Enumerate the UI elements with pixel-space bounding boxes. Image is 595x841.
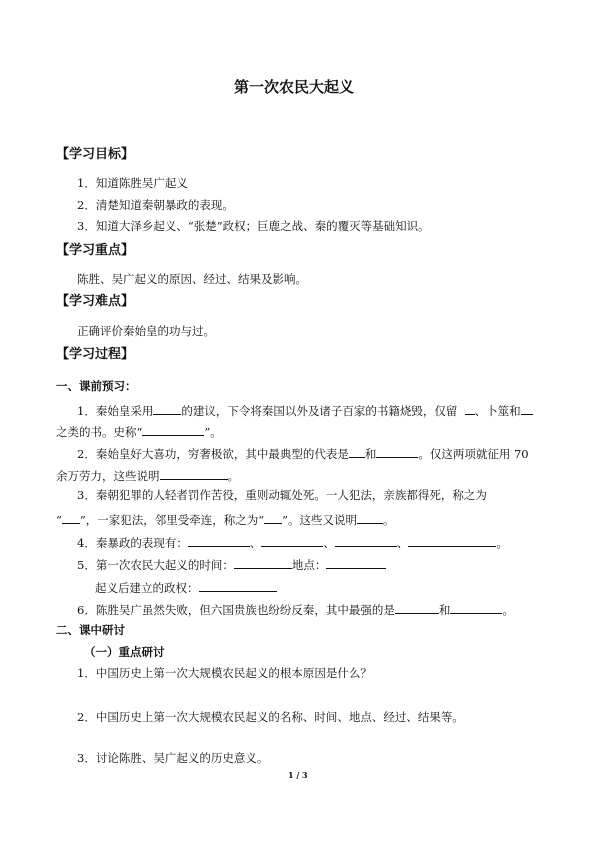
q1-text-b: 的建议，下令将秦国以外及诸子百家的书籍烧毁，仅留 xyxy=(181,404,458,418)
study-item: 2．中国历史上第一次大规模农民起义的名称、时间、地点、经过、结果等。 xyxy=(77,710,464,724)
study-item: 1．中国历史上第一次大规模农民起义的根本原因是什么？ xyxy=(77,666,372,680)
page-number: 1 / 3 xyxy=(288,770,308,780)
q5-text-a: 5．第一次农民大起义的时间： xyxy=(77,558,234,572)
process-heading: 【学习过程】 xyxy=(56,347,135,362)
q6-text-a: 6．陈胜吴广虽然失败，但六国贵族也纷纷反秦，其中最强的是 xyxy=(77,603,395,617)
fill-blank[interactable] xyxy=(357,512,383,524)
study-item: 3．讨论陈胜、吴广起义的历史意义。 xyxy=(77,751,269,765)
q3-text-d: ”。这些又说明 xyxy=(282,513,358,527)
fill-blank[interactable] xyxy=(160,468,228,480)
q1-text-d: 之类的书。史称“ xyxy=(56,425,143,439)
q6-text-b: 和 xyxy=(438,603,451,617)
q4-end: 。 xyxy=(496,536,508,550)
preview-q1-line1 xyxy=(77,403,533,418)
preview-q6 xyxy=(77,602,514,617)
q2-text-a: 2．秦始皇好大喜功，穷奢极欲，其中最典型的代表是 xyxy=(77,447,349,461)
objective-item: 3．知道大泽乡起义、“张楚”政权；巨鹿之战、秦的覆灭等基础知识。 xyxy=(77,219,430,233)
fill-blank[interactable] xyxy=(261,535,323,547)
q3-text-e: 。 xyxy=(383,513,395,527)
fill-blank[interactable] xyxy=(264,512,282,524)
q1-text-c: 、卜筮和 xyxy=(474,404,521,418)
fill-blank[interactable] xyxy=(376,446,418,458)
q3-text-c: ”，一家犯法，邻里受牵连，称之为“ xyxy=(79,513,265,527)
q4-text-a: 4．秦暴政的表现有： xyxy=(77,536,188,550)
separator: 、 xyxy=(323,536,335,550)
q2-text-b: 和 xyxy=(364,447,377,461)
objectives-heading: 【学习目标】 xyxy=(56,147,135,162)
separator: 、 xyxy=(396,536,409,550)
objective-item: 2．清楚知道秦朝暴政的表现。 xyxy=(77,198,234,212)
study-heading: 二、课中研讨 xyxy=(56,623,125,637)
q1-text-a: 1．秦始皇采用 xyxy=(77,404,154,418)
study-subheading: （一）重点研讨 xyxy=(84,645,165,659)
preview-q3-line1: 3．秦朝犯罪的人轻者罚作苦役，重则动辄处死。一人犯法，亲族都得死，称之为 xyxy=(77,488,487,502)
q5-text-c: 起义后建立的政权： xyxy=(95,581,199,595)
preview-q5-line1 xyxy=(77,557,386,572)
preview-q5-line2 xyxy=(95,580,277,595)
preview-q1-line2 xyxy=(56,424,222,439)
fill-blank[interactable] xyxy=(465,403,475,415)
fill-blank[interactable] xyxy=(408,535,496,547)
fill-blank[interactable] xyxy=(326,557,386,569)
page-title: 第一次农民大起义 xyxy=(234,78,355,96)
preview-heading: 一、课前预习： xyxy=(56,379,137,393)
fill-blank[interactable] xyxy=(335,535,397,547)
fill-blank[interactable] xyxy=(199,580,277,592)
fill-blank[interactable] xyxy=(349,446,365,458)
q2-text-e: 。 xyxy=(227,469,239,483)
separator: 、 xyxy=(249,536,262,550)
objective-item: 1．知道陈胜吴广起义 xyxy=(77,176,188,190)
keypoints-text: 陈胜、吴广起义的原因、经过、结果及影响。 xyxy=(77,272,307,286)
fill-blank[interactable] xyxy=(188,535,250,547)
preview-q2-line1 xyxy=(77,446,529,461)
fill-blank[interactable] xyxy=(521,403,533,415)
q6-text-c: 。 xyxy=(502,603,514,617)
keypoints-heading: 【学习重点】 xyxy=(56,243,135,258)
fill-blank[interactable] xyxy=(395,602,439,614)
fill-blank[interactable] xyxy=(234,557,292,569)
difficulty-heading: 【学习难点】 xyxy=(56,294,135,309)
q2-text-d: 余万劳力，这些说明 xyxy=(56,469,160,483)
q2-text-c: 。仅这两项就征用 70 xyxy=(418,447,529,461)
difficulty-text: 正确评价秦始皇的功与过。 xyxy=(77,324,215,338)
fill-blank[interactable] xyxy=(450,602,502,614)
q5-text-b: 地点： xyxy=(291,558,327,572)
q3-text-b: “ xyxy=(56,513,62,527)
preview-q2-line2 xyxy=(56,468,239,483)
fill-blank[interactable] xyxy=(153,403,181,415)
preview-q3-line2 xyxy=(56,512,395,527)
q1-text-e: ”。 xyxy=(204,425,222,439)
fill-blank[interactable] xyxy=(142,424,204,436)
fill-blank[interactable] xyxy=(62,512,80,524)
preview-q4 xyxy=(77,535,508,550)
